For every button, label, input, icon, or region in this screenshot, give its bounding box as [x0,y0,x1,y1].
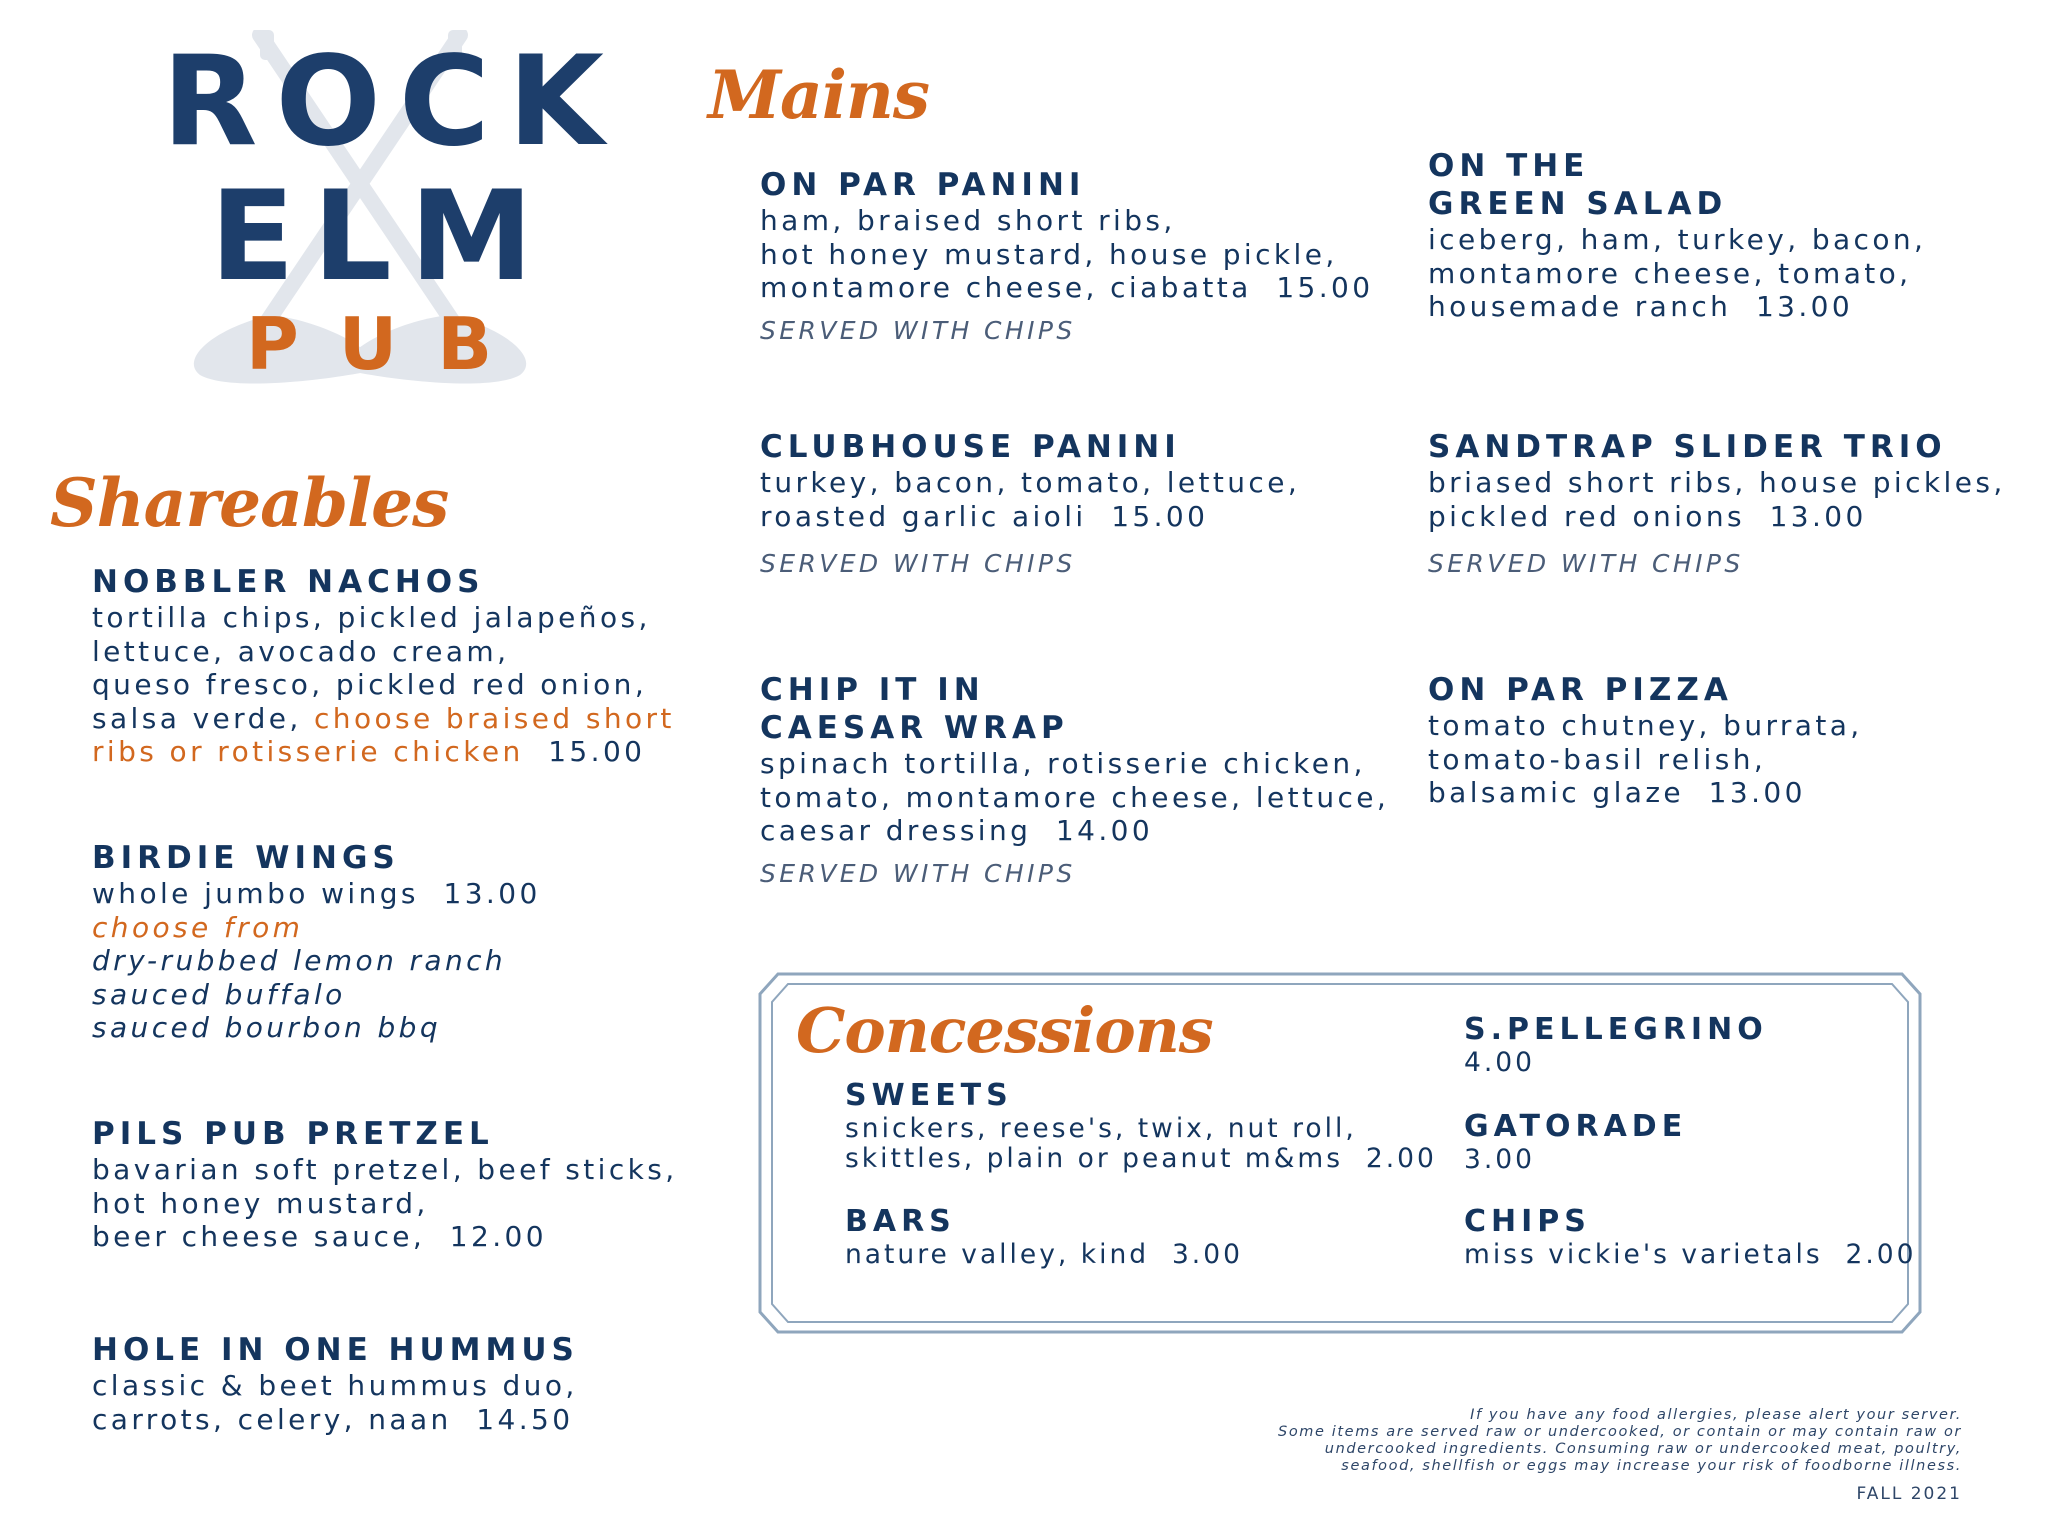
shareable-item-birdie-wings [92,839,541,1045]
section-title-mains: Mains [708,56,930,134]
shareable-item-pils-pub-pretzel [92,1115,678,1254]
served-with-note: SERVED WITH CHIPS [760,858,1076,888]
item-name: GATORADE [1464,1109,1688,1144]
item-description: miss vickie's varietals 2.00 [1464,1239,1917,1270]
section-title-concessions: Concessions [796,994,1213,1067]
shareable-item-hole-in-one-hummus [92,1331,579,1436]
main-item-on-the-green-salad [1428,147,1926,324]
item-name: ON THE GREEN SALAD [1428,148,1728,222]
item-price: 15.00 [1111,499,1209,533]
item-name: HOLE IN ONE HUMMUS [92,1332,579,1368]
logo-elm: ELM [210,165,552,309]
item-price: 13.00 [1769,499,1867,533]
item-description: nature valley, kind 3.00 [845,1239,1243,1270]
shareable-item-nobbler-nachos [92,563,675,769]
item-price: 2.00 [1845,1239,1917,1270]
item-price: 12.00 [449,1220,547,1253]
main-item-on-par-pizza [1428,671,1863,810]
logo-rock: ROCK [162,30,622,174]
concession-item-bars [845,1204,1243,1270]
season-label: FALL 2021 [1856,1484,1962,1504]
item-name: ON PAR PIZZA [1428,672,1733,708]
item-price: 4.00 [1464,1047,1536,1078]
item-price: 13.00 [1708,776,1806,809]
item-price: 2.00 [1365,1143,1437,1174]
item-description: tomato chutney, burrata, tomato-basil relish, balsamic glaze 13.00 [1428,709,1863,809]
concession-item-sweets [845,1078,1437,1174]
logo [150,30,622,390]
item-name: NOBBLER NACHOS [92,564,485,600]
item-description: spinach tortilla, rotisserie chicken, tomato, montamore cheese, lettuce, caesar dressing 14.00 [760,747,1390,847]
item-name: BARS [845,1204,956,1239]
concession-item-chips [1464,1204,1917,1270]
main-item-sandtrap-slider-trio [1428,428,2006,581]
item-description: classic & beet hummus duo, carrots, celery, naan 14.50 [92,1369,578,1436]
item-description: turkey, bacon, tomato, lettuce, roasted garlic aioli 15.00 [760,466,1301,533]
item-description: ham, braised short ribs, hot honey mustard, house pickle, montamore cheese, ciabatta 15.00 [760,204,1374,304]
item-description: bavarian soft pretzel, beef sticks, hot honey mustard, beer cheese sauce, 12.00 [92,1153,678,1253]
served-with-note: SERVED WITH CHIPS [760,549,1076,578]
logo-pub: PUB [246,302,533,386]
item-description: iceberg, ham, turkey, bacon, montamore cheese, tomato, housemade ranch 13.00 [1428,223,1927,323]
main-item-on-par-panini [760,166,1374,347]
item-name: PILS PUB PRETZEL [92,1116,494,1152]
item-name: CHIPS [1464,1204,1591,1239]
item-price: 14.50 [476,1402,574,1436]
item-price: 14.00 [1055,814,1154,847]
item-price: 15.00 [548,735,646,768]
section-title-shareables: Shareables [50,464,449,542]
allergy-disclaimer: If you have any food allergies, please alert your server. Some items are served raw or undercooked, or contain or may contain raw or undercooked ingredients. Consuming raw or undercooked meat, poultry, seafood, shellfish or eggs may increase your risk of foodborne illness. [1278,1407,1962,1474]
served-with-note: SERVED WITH CHIPS [1428,549,1744,578]
item-price: 13.00 [1755,290,1854,323]
concession-item-s-pellegrino [1464,1012,1768,1078]
main-item-clubhouse-panini [760,428,1300,581]
item-name: CLUBHOUSE PANINI [760,429,1181,465]
item-price: 3.00 [1464,1144,1536,1175]
main-item-chip-it-in-caesar-wrap [760,671,1389,890]
item-name: CHIP IT IN CAESAR WRAP [760,672,1069,746]
item-name: S.PELLEGRINO [1464,1012,1768,1047]
item-name: SWEETS [845,1078,1013,1113]
served-with-note: SERVED WITH CHIPS [760,315,1076,345]
item-price: 13.00 [443,877,541,910]
item-description: briased short ribs, house pickles, pickled red onions 13.00 [1428,466,2006,533]
item-name: ON PAR PANINI [760,167,1086,203]
item-description: whole jumbo wings 13.00 choose from dry-rubbed lemon ranch sauced buffalo sauced bourbon bbq [92,877,541,1044]
item-price: 15.00 [1276,271,1374,304]
item-description: tortilla chips, pickled jalapeños, lettuce, avocado cream, queso fresco, pickled red onion, salsa verde, choose braised short ribs or rotisserie chicken 15.00 [92,601,675,768]
item-price: 3.00 [1171,1239,1243,1270]
item-name: SANDTRAP SLIDER TRIO [1428,429,1947,465]
item-description: snickers, reese's, twix, nut roll, skittles, plain or peanut m&ms 2.00 [845,1113,1437,1174]
item-name: BIRDIE WINGS [92,840,400,876]
concession-item-gatorade [1464,1109,1687,1175]
